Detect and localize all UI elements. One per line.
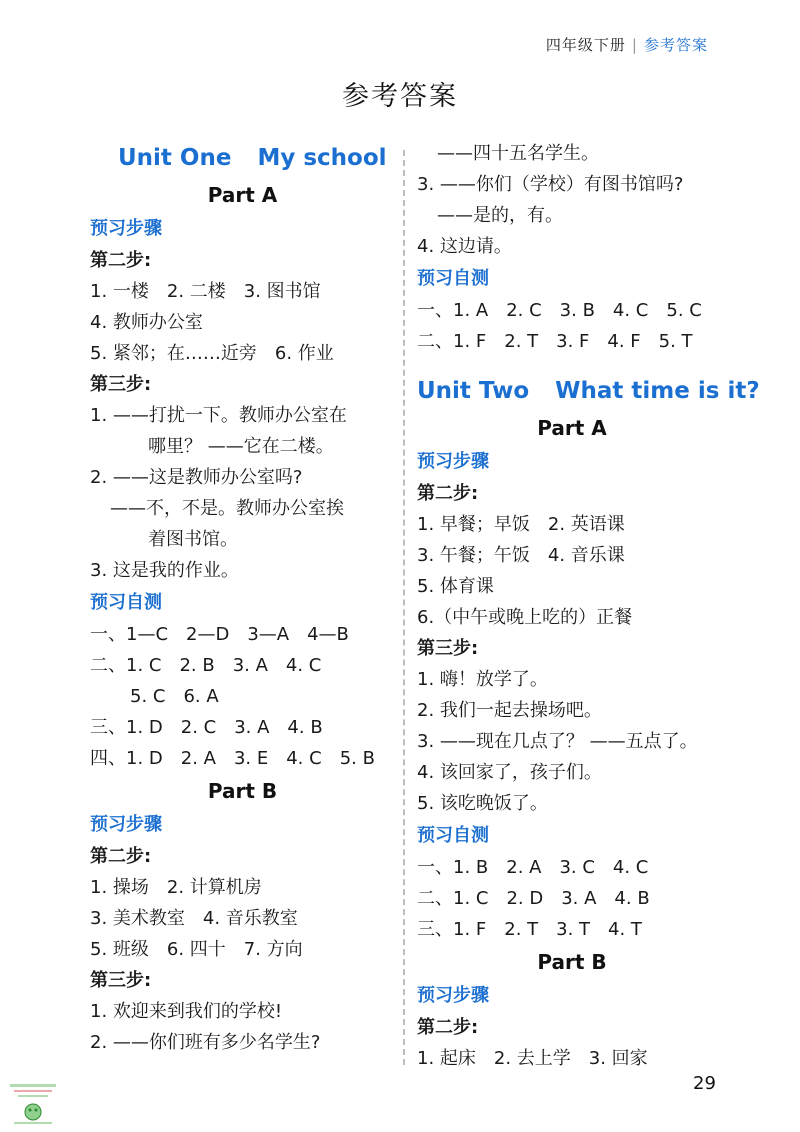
column-divider	[403, 150, 405, 1065]
answer-line: 2. ——这是教师办公室吗?	[90, 467, 303, 488]
answer-line: 4. 这边请。	[417, 236, 512, 257]
step-three-label: 第三步:	[90, 374, 152, 395]
answer-line: 1. 嗨！放学了。	[417, 669, 548, 690]
preview-steps-heading: 预习步骤	[417, 451, 489, 472]
answer-line: ——是的，有。	[437, 205, 563, 226]
right-column	[417, 138, 760, 1074]
part-b-heading: Part B	[207, 779, 278, 803]
answer-line: 1. 操场 2. 计算机房	[90, 877, 262, 898]
answer-line: 4. 该回家了，孩子们。	[417, 762, 602, 783]
part-a-heading: Part A	[537, 416, 607, 440]
answer-line: 3. 午餐；午饭 4. 音乐课	[417, 545, 625, 566]
self-test-heading: 预习自测	[417, 825, 489, 846]
step-three-label: 第三步:	[90, 970, 152, 991]
answer-line: 3. 这是我的作业。	[90, 560, 239, 581]
answer-line: 5. 紧邻；在……近旁 6. 作业	[90, 343, 334, 364]
answer-line: 1. 欢迎来到我们的学校!	[90, 1001, 283, 1022]
part-a-heading: Part A	[207, 183, 278, 207]
page-number: 29	[693, 1073, 716, 1094]
test-answer-line: 一、1—C 2—D 3—A 4—B	[90, 624, 349, 645]
unit-one-heading	[90, 138, 395, 178]
answer-line: 5. 该吃晚饭了。	[417, 793, 548, 814]
step-two-label: 第二步:	[417, 483, 479, 504]
book-label: 四年级下册	[545, 36, 626, 54]
unit-two-name: What time is it?	[555, 378, 760, 404]
test-answer-line: 一、1. A 2. C 3. B 4. C 5. C	[417, 300, 702, 321]
answer-line: 2. 我们一起去操场吧。	[417, 700, 602, 721]
test-answer-line: 三、1. D 2. C 3. A 4. B	[90, 717, 323, 738]
test-answer-line: 二、1. C 2. D 3. A 4. B	[417, 888, 650, 909]
unit-one-name: My school	[257, 145, 387, 171]
answer-line: 着图书馆。	[148, 529, 238, 550]
unit-one-number: Unit One	[118, 145, 232, 171]
answer-line: 6.（中午或晚上吃的）正餐	[417, 607, 633, 628]
test-answer-line: 一、1. B 2. A 3. C 4. C	[417, 857, 649, 878]
unit-two-number: Unit Two	[417, 378, 530, 404]
answer-line: ——四十五名学生。	[437, 143, 599, 164]
answer-line: 3. ——你们（学校）有图书馆吗?	[417, 174, 684, 195]
step-two-label: 第二步:	[90, 846, 152, 867]
left-column	[90, 138, 395, 1058]
answer-line: 哪里？ ——它在二楼。	[148, 436, 334, 457]
test-answer-line: 5. C 6. A	[130, 686, 219, 707]
step-two-label: 第二步:	[90, 250, 152, 271]
self-test-heading: 预习自测	[417, 268, 489, 289]
section-label: 参考答案	[643, 36, 708, 54]
test-answer-line: 三、1. F 2. T 3. T 4. T	[417, 919, 642, 940]
page-title: 参考答案	[342, 81, 458, 112]
answer-line: 4. 教师办公室	[90, 312, 203, 333]
header-separator: |	[631, 36, 638, 54]
answer-line: 1. 起床 2. 去上学 3. 回家	[417, 1048, 648, 1069]
answer-line: 1. 早餐；早饭 2. 英语课	[417, 514, 625, 535]
unit-two-heading	[417, 371, 760, 411]
self-test-heading: 预习自测	[90, 592, 162, 613]
test-answer-line: 二、1. C 2. B 3. A 4. C	[90, 655, 322, 676]
step-three-label: 第三步:	[417, 638, 479, 659]
test-answer-line: 四、1. D 2. A 3. E 4. C 5. B	[90, 748, 375, 769]
publisher-logo-icon	[8, 1082, 58, 1126]
answer-line: 2. ——你们班有多少名学生?	[90, 1032, 321, 1053]
answer-line: ——不，不是。教师办公室挨	[110, 498, 344, 519]
answer-line: 1. 一楼 2. 二楼 3. 图书馆	[90, 281, 321, 302]
answer-line: 1. ——打扰一下。教师办公室在	[90, 405, 347, 426]
step-two-label: 第二步:	[417, 1017, 479, 1038]
running-header	[546, 34, 708, 55]
answer-line: 3. 美术教室 4. 音乐教室	[90, 908, 298, 929]
preview-steps-heading: 预习步骤	[90, 814, 162, 835]
spacer	[417, 357, 727, 371]
preview-steps-heading: 预习步骤	[90, 218, 162, 239]
answer-line: 3. ——现在几点了？ ——五点了。	[417, 731, 698, 752]
answer-line: 5. 班级 6. 四十 7. 方向	[90, 939, 303, 960]
answer-line: 5. 体育课	[417, 576, 494, 597]
part-b-heading: Part B	[537, 950, 607, 974]
preview-steps-heading: 预习步骤	[417, 985, 489, 1006]
test-answer-line: 二、1. F 2. T 3. F 4. F 5. T	[417, 331, 693, 352]
